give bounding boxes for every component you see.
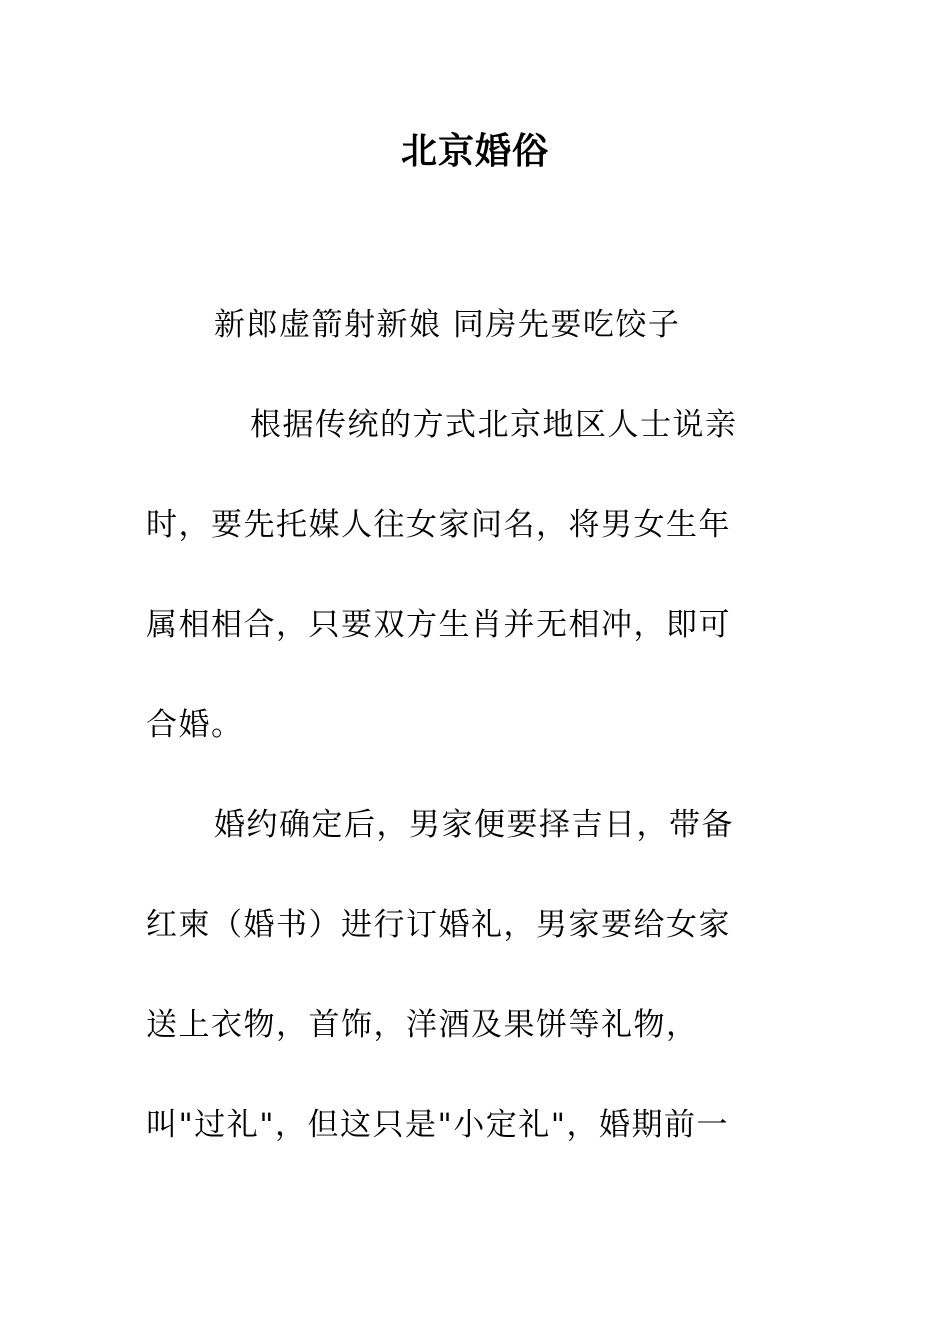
paragraph-line: 属相相合，只要双方生肖并无相冲，即可 [146,607,731,643]
paragraph-line: 红柬（婚书）进行订婚礼，男家要给女家 [146,907,731,943]
document-title: 北京婚俗 [400,131,549,172]
paragraph-line: 叫"过礼"，但这只是"小定礼"，婚期前一 [146,1107,730,1143]
paragraph-line: 根据传统的方式北京地区人士说亲 [250,407,738,443]
subtitle-line: 新郎虚箭射新娘 同房先要吃饺子 [214,307,681,343]
paragraph-line: 时，要先托媒人往女家问名，将男女生年 [146,507,731,543]
paragraph-line: 送上衣物，首饰，洋酒及果饼等礼物， [146,1007,699,1043]
paragraph-line: 婚约确定后，男家便要择吉日，带备 [214,807,734,843]
paragraph-line: 合婚。 [146,707,244,743]
